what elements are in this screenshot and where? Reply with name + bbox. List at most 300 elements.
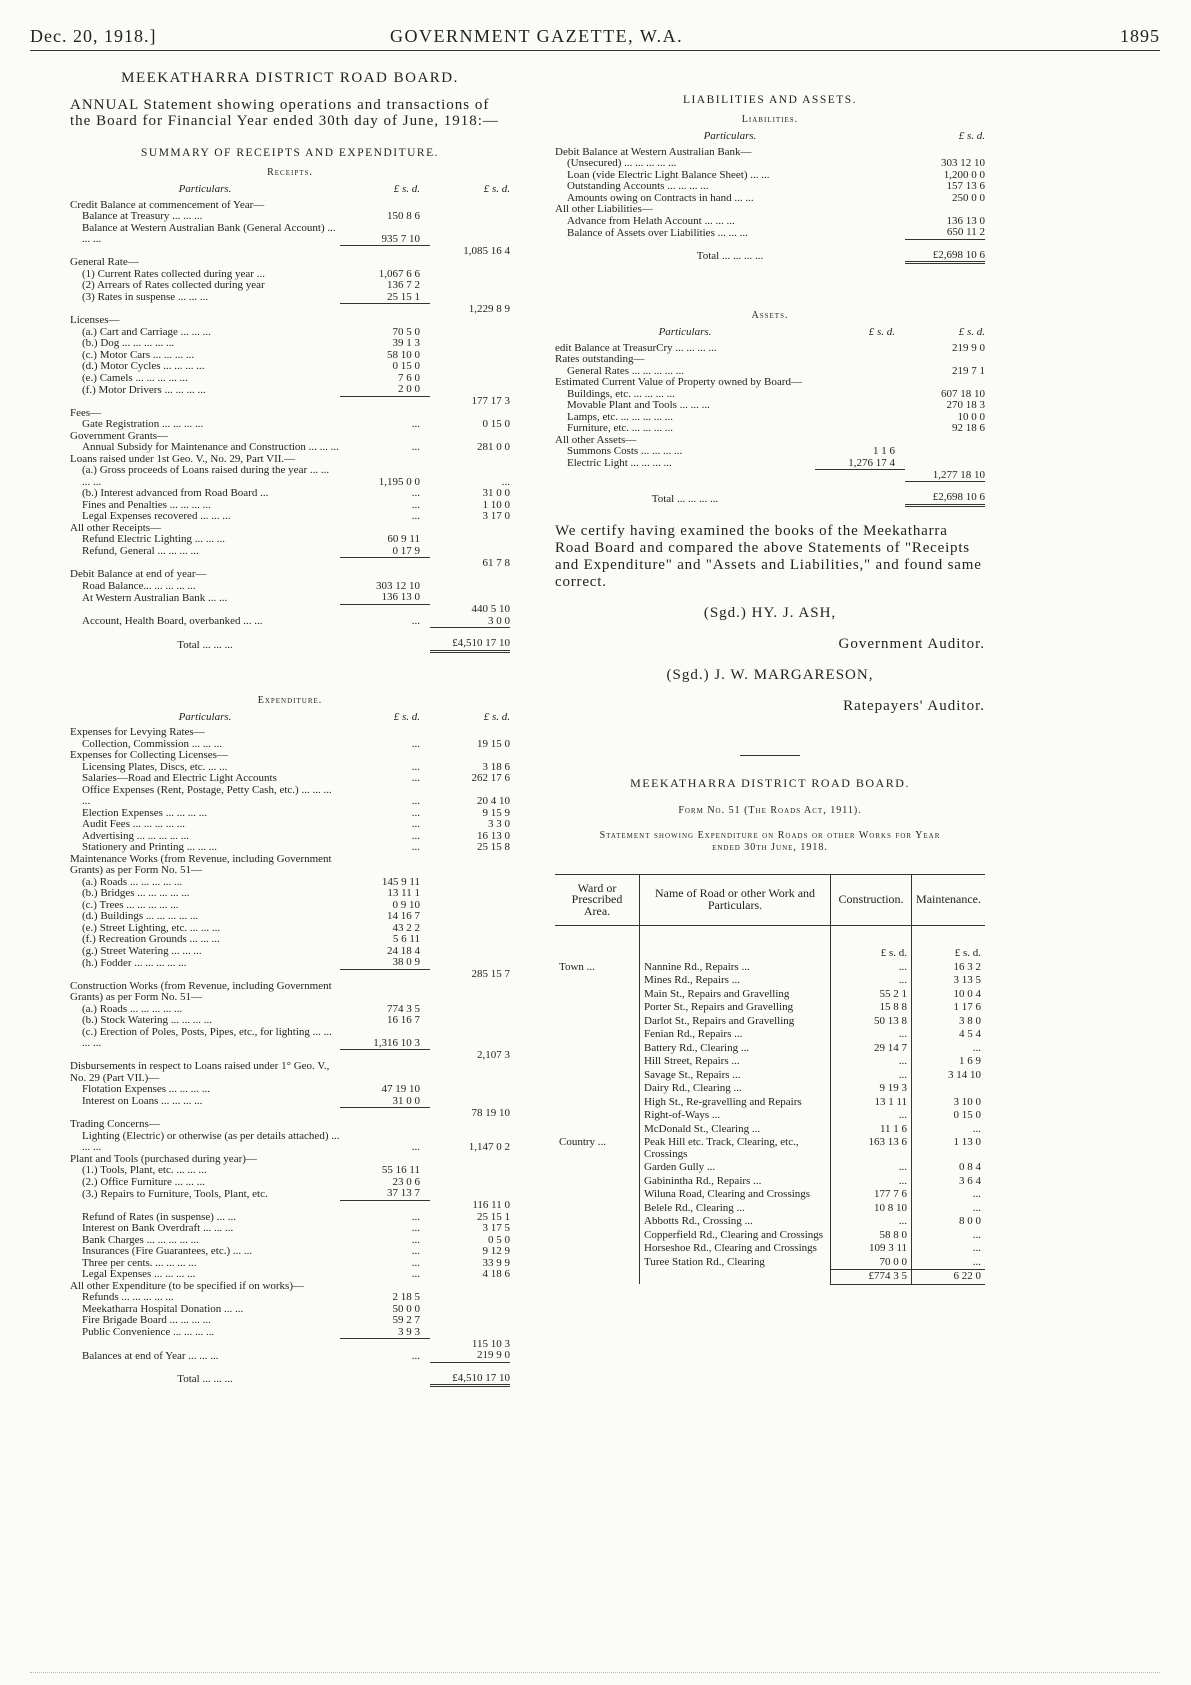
- road-name: High St., Re-gravelling and Repairs: [640, 1096, 831, 1110]
- road-name: Dairy Rd., Clearing ...: [640, 1082, 831, 1096]
- ledger-particulars: (1) Current Rates collected during year ...: [82, 267, 265, 280]
- total-label: Total ... ... ...: [177, 638, 233, 651]
- ledger-amount: [340, 604, 430, 616]
- ledger-amount: 9 12 9: [482, 1245, 510, 1257]
- ledger-particulars: Fines and Penalties ... ... ... ...: [82, 498, 211, 511]
- form-statement: Statement showing Expenditure on Roads or other Works for Year ended 30th June, 1918.: [599, 829, 941, 853]
- ledger-amount: [905, 377, 985, 389]
- ledger-header-cell: £ s. d.: [868, 326, 895, 338]
- ledger-amount: 4 18 6: [482, 1268, 510, 1280]
- ledger-particulars: Fees—: [70, 406, 102, 419]
- ledger-particulars: (e.) Camels ... ... ... ... ...: [82, 371, 188, 384]
- ledger-row: [70, 1292, 510, 1304]
- ledger-amount: 61 7 8: [482, 556, 510, 569]
- ledger-row: [70, 1131, 510, 1154]
- road-ward: [555, 1202, 640, 1216]
- ledger-particulars: (1.) Tools, Plant, etc. ... ... ...: [82, 1164, 207, 1176]
- ledger-particulars: Road Balance... ... ... ... ...: [82, 579, 196, 592]
- ledger-particulars: Lamps, etc. ... ... ... ... ...: [567, 410, 674, 423]
- total-label: Total ... ... ... ...: [696, 250, 764, 262]
- road-ward: [555, 1123, 640, 1137]
- road-ward: Country ...: [559, 1136, 607, 1148]
- header-rule: [30, 50, 1160, 51]
- ledger-header-cell: £ s. d.: [958, 326, 985, 338]
- ledger-header-cell: Particulars.: [178, 710, 232, 723]
- ledger-amount: 0 5 0: [488, 1233, 510, 1246]
- ledger-header-row: [555, 327, 985, 343]
- road-ward: [555, 1229, 640, 1243]
- ledger-particulars: Legal Expenses ... ... ... ...: [82, 1268, 196, 1280]
- road-ward: [555, 1015, 640, 1029]
- ledger-particulars: (3) Rates in suspense ... ... ...: [82, 291, 209, 303]
- ledger-row: [555, 423, 985, 435]
- ledger-row: [70, 1165, 510, 1177]
- receipts-title: Receipts.: [267, 167, 313, 178]
- ledger-particulars: Amounts owing on Contracts in hand ... ...: [567, 191, 754, 204]
- road-maintenance: 3 6 4: [912, 1175, 985, 1189]
- ledger-row: [70, 957, 510, 969]
- ledger-particulars: (f.) Motor Drivers ... ... ... ...: [82, 383, 206, 396]
- roads-total-row: [555, 1270, 985, 1285]
- road-maintenance: 3 14 10: [912, 1069, 985, 1083]
- road-ward: [555, 1215, 640, 1229]
- ledger-row: [70, 546, 510, 558]
- ledger-amount: 3 9 3: [340, 1327, 430, 1339]
- ledger-particulars: [70, 396, 340, 408]
- section-divider: [740, 755, 800, 756]
- ledger-amount: [430, 223, 510, 246]
- ledger-row: [555, 354, 985, 366]
- road-maintenance: ...: [912, 1229, 985, 1243]
- ledger-particulars: Summons Costs ... ... ... ...: [567, 445, 683, 457]
- ledger-amount: [430, 211, 510, 223]
- ledger-row: [70, 304, 510, 316]
- ledger-amount: 10 0 0: [957, 410, 985, 423]
- ledger-amount: 285 15 7: [471, 968, 510, 980]
- ledger-row: [70, 1315, 510, 1327]
- ledger-amount: 774 3 5: [387, 1002, 420, 1015]
- ledger-particulars: General Rates ... ... ... ... ...: [567, 364, 684, 377]
- ledger-amount: [430, 1061, 510, 1084]
- ledger-amount: 219 9 0: [477, 1349, 510, 1361]
- ledger-amount: 1,276 17 4: [815, 458, 905, 470]
- ledger-amount: [430, 361, 510, 373]
- ledger-amount: ...: [411, 498, 420, 511]
- ledger-amount: ...: [411, 1210, 420, 1223]
- road-name: Turee Station Rd., Clearing: [640, 1256, 831, 1270]
- ledger-particulars: Licensing Plates, Discs, etc. ... ...: [82, 760, 228, 773]
- ledger-amount: [340, 454, 430, 466]
- ledger-amount: [340, 1050, 430, 1062]
- road-ward: [555, 1175, 640, 1189]
- ledger-amount: [815, 423, 905, 435]
- road-name: Garden Gully ...: [640, 1161, 831, 1175]
- road-ward: [555, 1188, 640, 1202]
- ledger-row: [70, 488, 510, 500]
- ledger-row: [70, 888, 510, 900]
- header-title: GOVERNMENT GAZETTE, W.A.: [390, 26, 684, 46]
- ledger-particulars: [70, 1339, 340, 1351]
- ledger-amount: ...: [501, 475, 510, 488]
- ledger-amount: [430, 1015, 510, 1027]
- ledger-amount: 262 17 6: [471, 772, 510, 784]
- ledger-amount: [430, 1119, 510, 1131]
- ledger-particulars: [555, 470, 815, 482]
- road-name: Battery Rd., Clearing ...: [640, 1042, 831, 1056]
- role-government-auditor: Government Auditor.: [838, 635, 985, 652]
- ledger-row: [70, 1350, 510, 1362]
- ledger-amount: [340, 569, 430, 581]
- ledger-amount: 39 1 3: [392, 337, 420, 349]
- ledger-amount: 3 0 0: [488, 614, 510, 627]
- ledger-spacer: [340, 1362, 430, 1386]
- ledger-amount: [905, 204, 985, 216]
- road-row: [555, 1082, 985, 1096]
- ledger-amount: [430, 523, 510, 535]
- ledger-particulars: Trading Concerns—: [70, 1118, 160, 1130]
- ledger-amount: ...: [411, 795, 420, 807]
- road-row: [555, 988, 985, 1002]
- ledger-row: [70, 1327, 510, 1339]
- ledger-header-cell: £ s. d.: [483, 710, 510, 723]
- ledger-particulars: Three per cents. ... ... ... ...: [82, 1256, 197, 1269]
- ledger-particulars: Meekatharra Hospital Donation ... ...: [82, 1302, 244, 1315]
- ledger-amount: 3 17 0: [482, 510, 510, 522]
- ledger-amount: 270 18 3: [946, 399, 985, 411]
- road-row: [555, 1001, 985, 1015]
- ledger-header-cell: £ s. d.: [393, 710, 420, 723]
- ledger-row: [70, 1177, 510, 1189]
- ledger-amount: 1 1 6: [873, 445, 895, 457]
- road-ward: [555, 1096, 640, 1110]
- ledger-particulars: (2) Arrears of Rates collected during year: [82, 279, 265, 291]
- ledger-row: [70, 1027, 510, 1050]
- ledger-particulars: All other Assets—: [555, 433, 637, 446]
- ledger-particulars: Interest on Bank Overdraft ... ... ...: [82, 1222, 234, 1234]
- ledger-particulars: (f.) Recreation Grounds ... ... ...: [82, 933, 220, 945]
- ledger-amount: 150 8 6: [387, 210, 420, 222]
- ledger-amount: 1 10 0: [482, 498, 510, 511]
- road-construction: 13 1 11: [831, 1096, 912, 1110]
- certification-paragraph: We certify having examined the books of the Meekatharra Road Board and compared the above Statements of "Receipts and Expenditure" and "Assets and Liabilities," and found same correct.: [555, 522, 982, 590]
- ledger-amount: 92 18 6: [952, 422, 985, 434]
- ledger-amount: ...: [411, 510, 420, 522]
- ledger-particulars: [70, 969, 340, 981]
- ledger-amount: [815, 366, 905, 378]
- ledger-particulars: (3.) Repairs to Furniture, Tools, Plant, etc.: [82, 1187, 268, 1200]
- ledger-amount: 1,067 6 6: [378, 267, 420, 280]
- road-construction: 10 8 10: [831, 1202, 912, 1216]
- ledger-amount: [340, 558, 430, 570]
- road-name: Darlot St., Repairs and Gravelling: [640, 1015, 831, 1029]
- ledger-amount: 24 18 4: [387, 944, 420, 957]
- ledger-row: [70, 1119, 510, 1131]
- ledger-row: [70, 280, 510, 292]
- ledger-amount: [340, 854, 430, 877]
- road-row: [555, 1136, 985, 1161]
- ledger-particulars: (2.) Office Furniture ... ... ...: [82, 1175, 205, 1188]
- ledger-amount: 2 0 0: [340, 384, 430, 396]
- ledger-total-row: [70, 628, 510, 652]
- signature-ash: (Sgd.) HY. J. ASH,: [703, 604, 837, 621]
- ledger-amount: [430, 257, 510, 269]
- units-construction: £ s. d.: [831, 926, 912, 961]
- ledger-amount: 23 0 6: [392, 1175, 420, 1188]
- road-name: Hill Street, Repairs ...: [640, 1055, 831, 1069]
- ledger-amount: 31 0 0: [340, 1096, 430, 1108]
- ledger-row: [70, 842, 510, 854]
- ledger-spacer: [340, 628, 430, 652]
- ledger-amount: [430, 569, 510, 581]
- ledger-row: [70, 338, 510, 350]
- ledger-header-row: [70, 712, 510, 728]
- ledger-amount: ...: [411, 1222, 420, 1234]
- ledger-amount: [430, 1165, 510, 1177]
- ledger-amount: [430, 534, 510, 546]
- road-construction: 177 7 6: [831, 1188, 912, 1202]
- ledger-amount: 0 9 10: [392, 898, 420, 911]
- road-maintenance: ...: [912, 1242, 985, 1256]
- ledger-header-cell: Particulars.: [178, 183, 232, 195]
- total-label: Total ... ... ...: [177, 1373, 233, 1385]
- ledger-particulars: Office Expenses (Rent, Postage, Petty Cash, etc.) ... ... ... ...: [82, 783, 332, 807]
- ledger-particulars: Fire Brigade Board ... ... ... ...: [82, 1314, 211, 1326]
- ledger-particulars: Loan (vide Electric Light Balance Sheet) ... ...: [567, 168, 770, 181]
- ledger-amount: [340, 304, 430, 316]
- ledger-particulars: (d.) Motor Cycles ... ... ... ...: [82, 360, 205, 372]
- roads-total-spacer: [640, 1270, 831, 1285]
- ledger-amount: 20 4 10: [477, 795, 510, 807]
- roads-total-construction: £774 3 5: [831, 1270, 912, 1285]
- road-ward: [555, 1028, 640, 1042]
- ledger-amount: [430, 327, 510, 339]
- road-row: [555, 961, 985, 975]
- road-maintenance: 1 6 9: [912, 1055, 985, 1069]
- ledger-amount: ...: [411, 615, 420, 627]
- ledger-header-row: [70, 184, 510, 200]
- ledger-amount: [340, 1119, 430, 1131]
- ledger-amount: [430, 200, 510, 212]
- form-board-title: MEEKATHARRA DISTRICT ROAD BOARD.: [630, 775, 910, 790]
- ledger-particulars: General Rate—: [70, 256, 139, 268]
- ledger-amount: 157 13 6: [946, 180, 985, 192]
- ledger-particulars: All other Liabilities—: [555, 203, 653, 215]
- ledger-amount: [430, 854, 510, 877]
- road-construction: ...: [831, 1109, 912, 1123]
- ledger-amount: 31 0 0: [482, 487, 510, 499]
- ledger-row: [555, 470, 985, 482]
- ledger-amount: [340, 1339, 430, 1351]
- ledger-particulars: Advertising ... ... ... ... ...: [82, 829, 189, 842]
- role-ratepayers-auditor: Ratepayers' Auditor.: [843, 697, 985, 714]
- ledger-particulars: Buildings, etc. ... ... ... ...: [567, 387, 675, 400]
- ledger-amount: 5 6 11: [392, 933, 420, 945]
- road-maintenance: ...: [912, 1256, 985, 1270]
- road-maintenance: 10 0 4: [912, 988, 985, 1002]
- ledger-total-row: [555, 482, 985, 506]
- ledger-amount: 58 10 0: [387, 348, 420, 361]
- ledger-amount: 25 15 8: [477, 841, 510, 853]
- ledger-amount: [430, 1154, 510, 1166]
- ledger-particulars: Construction Works (from Revenue, including Government Grants) as per Form No. 51—: [70, 979, 332, 1003]
- ledger-particulars: (a.) Roads ... ... ... ... ...: [82, 875, 183, 888]
- road-name: Copperfield Rd., Clearing and Crossings: [640, 1229, 831, 1243]
- ledger-particulars: Credit Balance at commencement of Year—: [70, 198, 265, 211]
- ledger-amount: 650 11 2: [946, 226, 985, 238]
- ledger-row: [70, 1269, 510, 1281]
- ledger-amount: [430, 338, 510, 350]
- roads-total-maintenance: 6 22 0: [912, 1270, 985, 1285]
- ledger-row: [70, 384, 510, 396]
- road-maintenance: ...: [912, 1188, 985, 1202]
- ledger-particulars: Furniture, etc. ... ... ... ...: [567, 422, 674, 434]
- ledger-amount: 219 7 1: [952, 364, 985, 377]
- ledger-row: [70, 592, 510, 604]
- ledger-particulars: [70, 1200, 340, 1212]
- ledger-row: [70, 981, 510, 1004]
- ledger-particulars: Account, Health Board, overbanked ... ...: [82, 615, 263, 627]
- ledger-amount: [815, 377, 905, 389]
- header-date: Dec. 20, 1918.]: [30, 26, 157, 46]
- ledger-amount: ...: [411, 1349, 420, 1362]
- ledger-particulars: Lighting (Electric) or otherwise (as per details attached) ... ... ...: [82, 1129, 340, 1153]
- ledger-row: [70, 1061, 510, 1084]
- road-maintenance: 3 10 0: [912, 1096, 985, 1110]
- units-maintenance: £ s. d.: [912, 926, 985, 961]
- ledger-particulars: (b.) Stock Watering ... ... ... ...: [82, 1014, 212, 1026]
- ledger-row: [70, 511, 510, 523]
- road-row: [555, 1175, 985, 1189]
- ledger-particulars: (e.) Street Lighting, etc. ... ... ...: [82, 921, 221, 934]
- road-row: [555, 1242, 985, 1256]
- ledger-amount: 37 13 7: [340, 1188, 430, 1200]
- ledger-amount: 219 9 0: [952, 341, 985, 354]
- road-row: [555, 1123, 985, 1137]
- ledger-spacer: [815, 482, 905, 506]
- road-name: Nannine Rd., Repairs ...: [640, 961, 831, 975]
- ledger-particulars: Disbursements in respect to Loans raised under 1° Geo. V., No. 29 (Part VII.)—: [70, 1060, 330, 1084]
- ledger-particulars: Rates outstanding—: [555, 353, 645, 365]
- ledger-amount: ...: [411, 737, 420, 750]
- ledger-amount: [430, 946, 510, 958]
- road-construction: ...: [831, 1215, 912, 1229]
- ledger-amount: 145 9 11: [381, 875, 420, 888]
- road-maintenance: [912, 1082, 985, 1096]
- ledger-particulars: (c.) Motor Cars ... ... ... ...: [82, 348, 195, 361]
- ledger-particulars: (a.) Roads ... ... ... ... ...: [82, 1002, 183, 1015]
- col-construction: Construction.: [831, 874, 912, 926]
- ledger-amount: 3 18 6: [482, 760, 510, 773]
- road-name: Savage St., Repairs ...: [640, 1069, 831, 1083]
- ledger-amount: ...: [411, 806, 420, 819]
- ledger-amount: 33 9 9: [482, 1256, 510, 1269]
- ledger-amount: 38 0 9: [340, 957, 430, 969]
- ledger-amount: [905, 458, 985, 470]
- road-construction: 109 3 11: [831, 1242, 912, 1256]
- ledger-particulars: Loans raised under 1st Geo. V., No. 29, Part VII.—: [70, 452, 296, 465]
- ledger-row: [70, 361, 510, 373]
- road-name: Abbotts Rd., Crossing ...: [640, 1215, 831, 1229]
- ledger-amount: ...: [411, 441, 420, 453]
- ledger-row: [70, 616, 510, 628]
- ledger-amount: 59 2 7: [392, 1314, 420, 1326]
- road-construction: 11 1 6: [831, 1123, 912, 1137]
- ledger-row: [555, 216, 985, 228]
- ledger-row: [70, 604, 510, 616]
- ledger-amount: 25 15 1: [477, 1210, 510, 1223]
- ledger-amount: [430, 1084, 510, 1096]
- ledger-particulars: Maintenance Works (from Revenue, including Government Grants) as per Form No. 51—: [70, 852, 332, 876]
- ledger-particulars: Election Expenses ... ... ... ...: [82, 806, 207, 819]
- ledger-row: [70, 750, 510, 762]
- ledger-amount: ...: [411, 818, 420, 830]
- ledger-row: [70, 946, 510, 958]
- road-name: Gabinintha Rd., Repairs ...: [640, 1175, 831, 1189]
- ledger-header-cell: £ s. d.: [958, 130, 985, 142]
- road-name: Belele Rd., Clearing ...: [640, 1202, 831, 1216]
- ledger-particulars: Salaries—Road and Electric Light Accounts: [82, 772, 277, 784]
- ledger-row: [70, 773, 510, 785]
- road-construction: 29 14 7: [831, 1042, 912, 1056]
- road-row: [555, 1256, 985, 1270]
- ledger-amount: [815, 343, 905, 355]
- ledger-amount: [430, 923, 510, 935]
- ledger-particulars: Balance at Treasury ... ... ...: [82, 210, 203, 222]
- ledger-row: [70, 292, 510, 304]
- ledger-row: [555, 204, 985, 216]
- total-amount: £2,698 10 6: [905, 482, 985, 506]
- ledger-amount: 1,277 18 10: [932, 468, 985, 481]
- ledger-header-cell: Particulars.: [703, 130, 757, 142]
- right-column: [555, 64, 985, 1285]
- ledger-row: [70, 223, 510, 246]
- road-maintenance: 3 8 0: [912, 1015, 985, 1029]
- receipts-table: [70, 184, 510, 653]
- road-maintenance: 16 3 2: [912, 961, 985, 975]
- ledger-particulars: All other Expenditure (to be specified if on works)—: [70, 1279, 304, 1292]
- ledger-amount: [430, 981, 510, 1004]
- ledger-particulars: All other Receipts—: [70, 521, 162, 534]
- ledger-amount: [815, 470, 905, 482]
- ledger-amount: 115 10 3: [471, 1337, 510, 1350]
- ledger-amount: ...: [411, 760, 420, 773]
- road-row: [555, 1109, 985, 1123]
- ledger-particulars: edit Balance at TreasurCry ... ... ... ...: [555, 341, 717, 354]
- ledger-amount: 14 16 7: [387, 910, 420, 922]
- road-maintenance: ...: [912, 1202, 985, 1216]
- ledger-row: [70, 1339, 510, 1351]
- road-name: Main St., Repairs and Gravelling: [640, 988, 831, 1002]
- road-name: Peak Hill etc. Track, Clearing, etc., Crossings: [640, 1136, 831, 1161]
- ledger-particulars: (b.) Bridges ... ... ... ... ...: [82, 887, 190, 899]
- ledger-amount: [430, 292, 510, 304]
- ledger-amount: ...: [411, 829, 420, 842]
- road-maintenance: ...: [912, 1042, 985, 1056]
- ledger-header-cell: £ s. d.: [483, 183, 510, 195]
- ledger-amount: 1,085 16 4: [463, 244, 510, 257]
- road-name: Fenian Rd., Repairs ...: [640, 1028, 831, 1042]
- ledger-amount: 250 0 0: [952, 191, 985, 204]
- ledger-amount: [340, 969, 430, 981]
- assets-title: Assets.: [751, 310, 789, 321]
- ledger-particulars: (c.) Trees ... ... ... ... ...: [82, 898, 179, 911]
- ledger-particulars: Stationery and Printing ... ... ...: [82, 841, 218, 853]
- ledger-header-row: [555, 131, 985, 147]
- ledger-particulars: (d.) Buildings ... ... ... ... ...: [82, 910, 199, 922]
- ledger-particulars: Flotation Expenses ... ... ... ...: [82, 1083, 211, 1095]
- ledger-row: [70, 969, 510, 981]
- road-construction: 50 13 8: [831, 1015, 912, 1029]
